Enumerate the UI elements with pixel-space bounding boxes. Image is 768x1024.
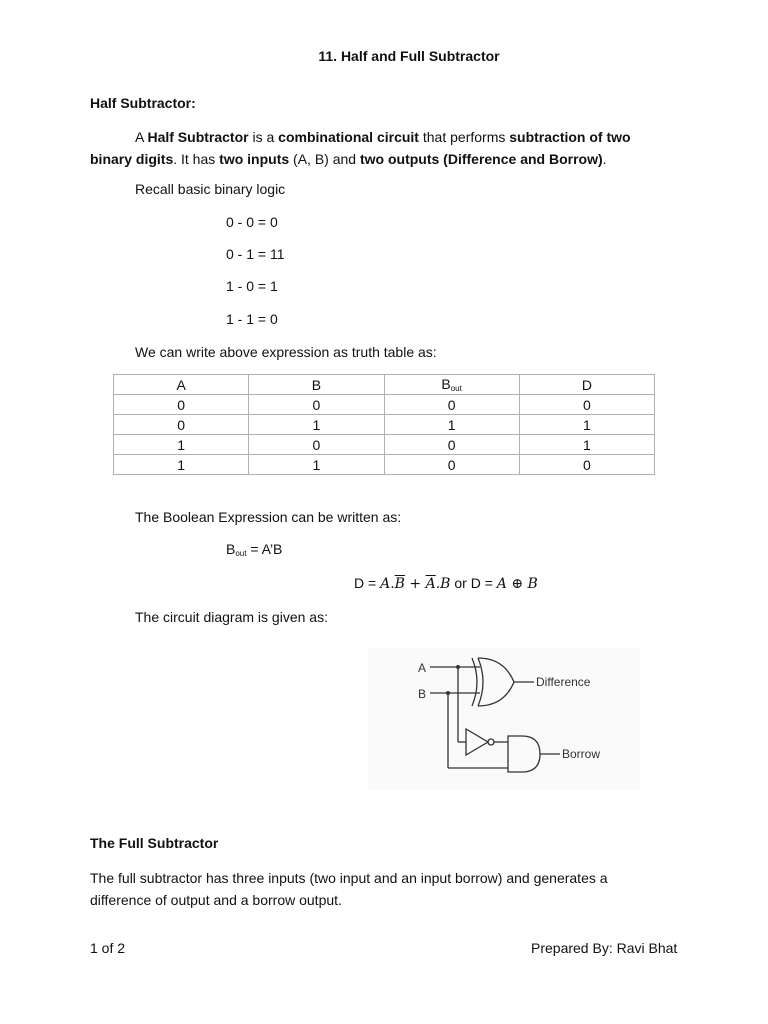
recall-text: Recall basic binary logic xyxy=(135,181,286,197)
table-cell: 1 xyxy=(249,455,384,475)
boolean-intro: The Boolean Expression can be written as: xyxy=(135,509,402,525)
table-cell: 1 xyxy=(519,415,654,435)
logic-line: 0 - 0 = 0 xyxy=(226,214,278,230)
table-cell: 0 xyxy=(384,455,519,475)
table-cell: 0 xyxy=(114,415,249,435)
logic-line: 0 - 1 = 11 xyxy=(226,246,285,262)
page-title: 11. Half and Full Subtractor xyxy=(318,48,500,64)
table-cell: 0 xyxy=(114,395,249,415)
header-a: A xyxy=(114,375,249,395)
truth-table xyxy=(113,374,655,475)
table-intro: We can write above expression as truth table as: xyxy=(135,344,437,360)
table-cell: 0 xyxy=(249,435,384,455)
table-cell: 0 xyxy=(384,395,519,415)
circuit-intro: The circuit diagram is given as: xyxy=(135,609,328,625)
difference-expression: $D = A.\overline{B} + \overline{A}.B$ or D = A ⊕ B xyxy=(354,575,538,592)
borrow-output-label: Borrow xyxy=(562,747,601,761)
table-cell: 0 xyxy=(519,395,654,415)
table-row xyxy=(114,395,655,415)
header-d: D xyxy=(519,375,654,395)
table-row xyxy=(114,455,655,475)
half-subtractor-intro: A Half Subtractor is a combinational circuit that performs subtraction of two binary digits. It has two inputs (A, B) and two outputs (Difference and Borrow). xyxy=(90,129,631,167)
difference-output-label: Difference xyxy=(536,675,591,689)
table-row xyxy=(114,415,655,435)
table-cell: 1 xyxy=(519,435,654,455)
table-cell: 1 xyxy=(114,455,249,475)
table-cell: 0 xyxy=(249,395,384,415)
logic-line: 1 - 1 = 0 xyxy=(226,311,278,327)
input-b-label: B xyxy=(418,687,427,701)
author-credit: Prepared By: Ravi Bhat xyxy=(531,940,678,956)
header-bout: $B_{out}$ xyxy=(384,375,519,395)
half-subtractor-heading: Half Subtractor: xyxy=(90,95,196,111)
input-a-label: A xyxy=(418,661,427,675)
full-subtractor-heading: The Full Subtractor xyxy=(90,835,219,851)
full-subtractor-description: The full subtractor has three inputs (two input and an input borrow) and generates a difference of output and a borrow output. xyxy=(90,870,608,908)
table-cell: 0 xyxy=(519,455,654,475)
page-number: 1 of 2 xyxy=(90,940,126,956)
table-cell: 1 xyxy=(114,435,249,455)
bout-expression: $B_{out}$ = A’B xyxy=(226,541,283,558)
table-header-row xyxy=(114,375,655,395)
half-subtractor-circuit-diagram xyxy=(368,648,640,790)
table-cell: 1 xyxy=(249,415,384,435)
table-cell: 0 xyxy=(384,435,519,455)
table-cell: 1 xyxy=(384,415,519,435)
table-row xyxy=(114,435,655,455)
logic-line: 1 - 0 = 1 xyxy=(226,278,278,294)
header-b: B xyxy=(249,375,384,395)
